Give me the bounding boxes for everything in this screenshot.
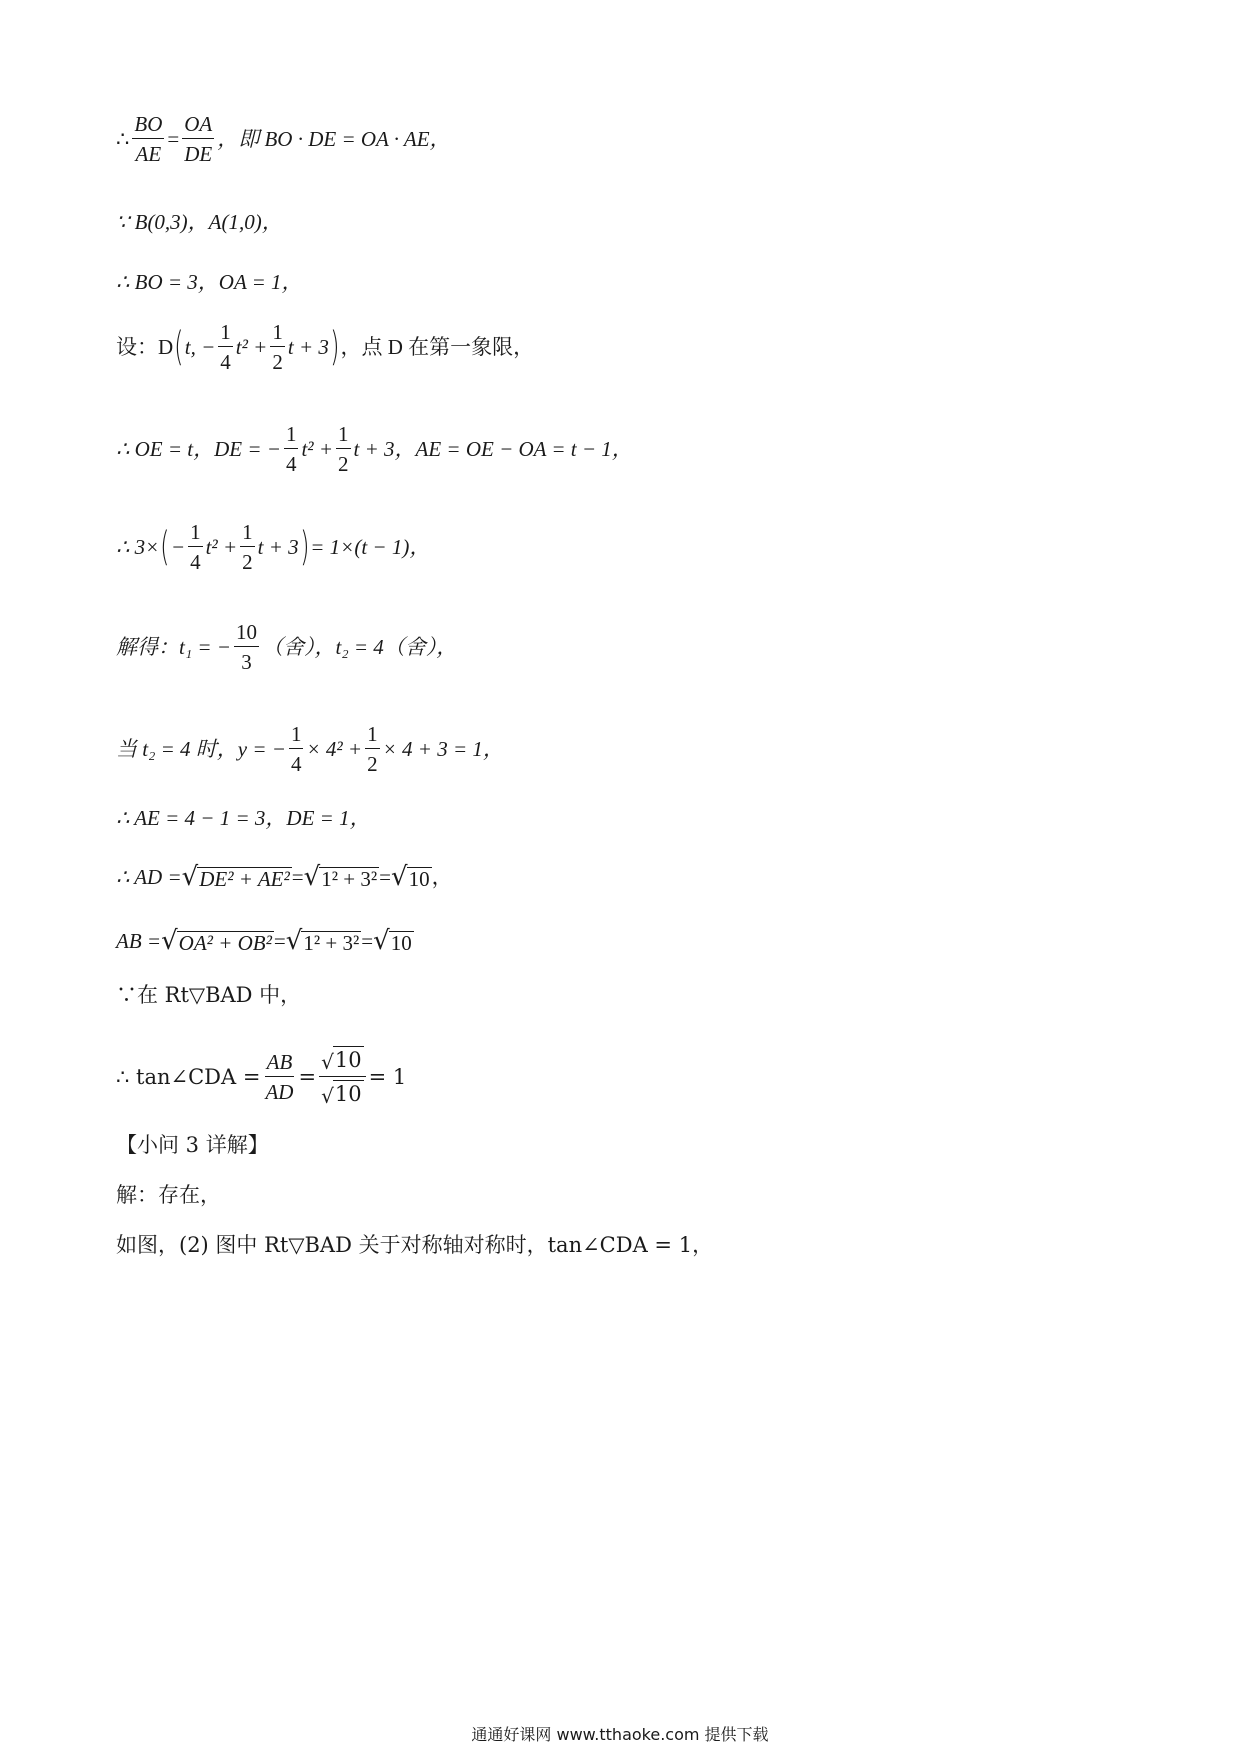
equation-line-4: 设：D ( t, − $\frac{1}{4}$ t² + $\frac{1}{2}$ t + 3 ) ，点 D 在第一象限， <box>116 320 535 375</box>
equation-line-5: ∴ OE = t，DE = − $\frac{1}{4}$ t² + $\frac{1}{2}$ t + 3，AE = OE − OA = t − 1， <box>116 422 633 477</box>
equation-line-9: ∴ AE = 4 − 1 = 3，DE = 1， <box>116 806 371 830</box>
section-heading: 【小问 3 详解】 <box>116 1133 269 1157</box>
radical-icon: √ <box>303 862 321 892</box>
equation-line-1: ∴ $\frac{BO}{AE}$ = $\frac{OA}{DE}$ ，即 BO · DE = OA · AE， <box>116 112 451 167</box>
fraction-oa-de: $\frac{OA}{DE}$ <box>184 112 213 167</box>
equation-line-12: ∵在 Rt▽BAD 中， <box>116 983 302 1007</box>
sqrt-expression: √ 10 <box>373 926 412 956</box>
fraction-10-3: $\frac{10}{3}$ <box>235 620 257 675</box>
sqrt-expression: √ DE² + AE² <box>181 862 290 892</box>
fraction-bo-ae: $\frac{BO}{AE}$ <box>134 112 163 167</box>
fraction-1-4: $\frac{1}{4}$ <box>220 320 231 375</box>
fraction-1-2: $\frac{1}{2}$ <box>367 722 378 777</box>
radical-icon: √ <box>285 926 303 956</box>
right-paren: ) <box>329 324 340 371</box>
radical-icon: √ <box>321 1084 334 1109</box>
fraction-sqrt10-sqrt10: √ 10 √ 10 <box>319 1046 365 1109</box>
equation-line-11: AB = √ OA² + OB² = √ 1² + 3² = √ 10 <box>116 926 412 956</box>
radical-icon: √ <box>161 926 178 956</box>
line-tail: ，即 BO · DE = OA · AE， <box>217 126 451 151</box>
fraction-ab-ad: $\frac{AB}{AD}$ <box>265 1050 294 1105</box>
equation-line-6: ∴ 3× ( − $\frac{1}{4}$ t² + $\frac{1}{2}$ t + 3 ) = 1×(t − 1)， <box>116 520 431 575</box>
left-paren: ( <box>174 324 184 371</box>
sqrt-expression: √ 1² + 3² <box>285 926 360 956</box>
radical-icon: √ <box>321 1050 334 1075</box>
sqrt-expression: √ 10 <box>390 862 430 892</box>
fraction-1-4: $\frac{1}{4}$ <box>285 422 297 477</box>
radical-icon: √ <box>390 862 408 892</box>
therefore-symbol: ∴ <box>116 126 130 151</box>
equation-line-7: 解得：t₁ = − $\frac{10}{3}$ （舍），t₂ = 4（舍）， <box>116 620 458 675</box>
conclusion-line: 如图，(2) 图中 Rt▽BAD 关于对称轴对称时，tan∠CDA = 1， <box>116 1233 714 1257</box>
equation-line-10: ∴ AD = √ DE² + AE² = √ 1² + 3² = √ 10 ， <box>116 862 453 892</box>
fraction-1-4: $\frac{1}{4}$ <box>190 520 201 575</box>
radical-icon: √ <box>181 862 199 892</box>
equation-line-8: 当 t₂ = 4 时，y = − $\frac{1}{4}$ × 4² + $\frac{1}{2}$ × 4 + 3 = 1， <box>116 722 504 777</box>
answer-line: 解：存在， <box>116 1183 221 1207</box>
equation-line-2: ∵ B(0,3)，A(1,0)， <box>116 210 283 234</box>
sqrt-expression: √ 1² + 3² <box>303 862 378 892</box>
equation-line-13: ∴ tan∠CDA = $\frac{AB}{AD}$ = √ 10 √ 10 = 1 <box>116 1048 407 1109</box>
fraction-1-2: $\frac{1}{2}$ <box>272 320 283 375</box>
fraction-1-2: $\frac{1}{2}$ <box>338 422 349 477</box>
equation-line-3: ∴ BO = 3，OA = 1， <box>116 270 303 294</box>
radical-icon: √ <box>373 926 390 956</box>
fraction-1-2: $\frac{1}{2}$ <box>242 520 253 575</box>
sqrt-expression: √ OA² + OB² <box>161 926 272 956</box>
fraction-1-4: $\frac{1}{4}$ <box>290 722 302 777</box>
footer-watermark: 通通好课网 www.tthaoke.com 提供下载 <box>471 1725 769 1744</box>
